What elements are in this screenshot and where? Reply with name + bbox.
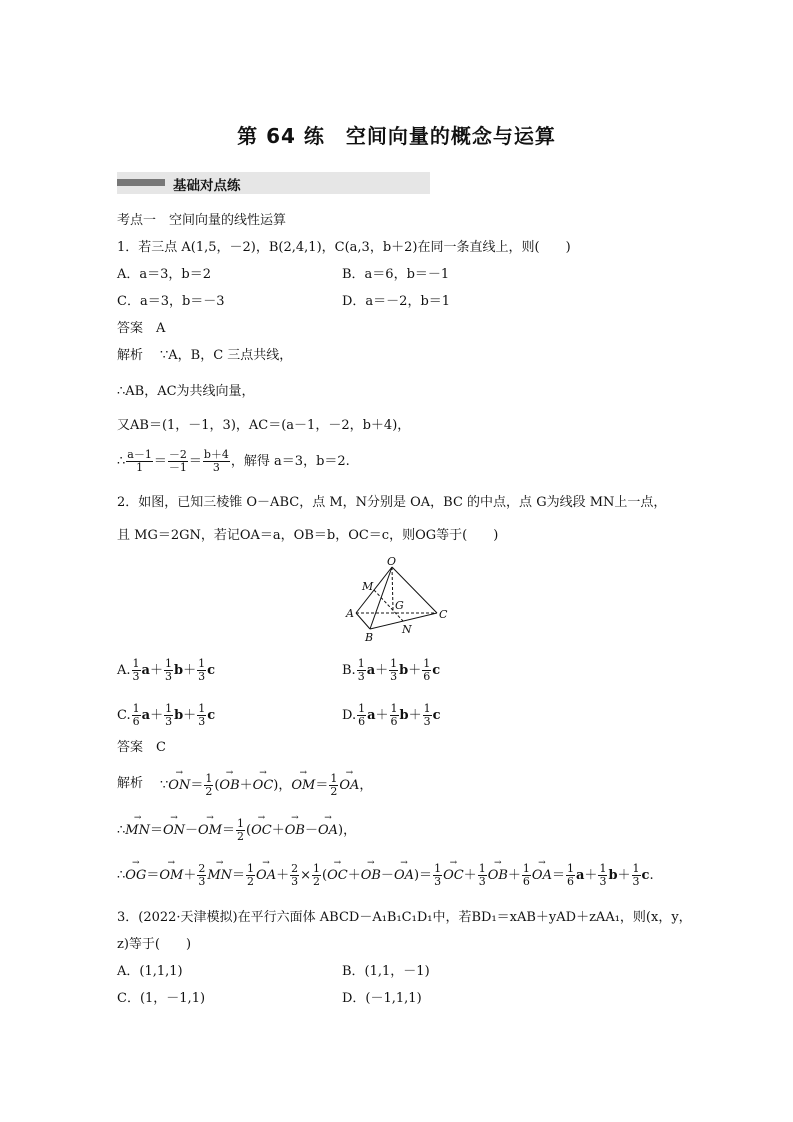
q2-answer: 答案 C <box>117 740 166 755</box>
q3-option-c: C．(1，－1,1) <box>117 991 206 1006</box>
q2-option-a: A. $\frac{1}{3}$ a＋ $\frac{1}{3}$ b＋ $\frac{1}{3}$ c <box>117 657 216 683</box>
q2-option-a-letter: A. <box>117 663 131 678</box>
label-m: M <box>362 580 374 593</box>
q2-option-c: C. $\frac{1}{6}$ a＋ $\frac{1}{3}$ b＋ $\frac{1}{3}$ c <box>117 702 216 728</box>
q3-option-a: A．(1,1,1) <box>117 964 183 979</box>
q2-option-d: D. $\frac{1}{6}$ a＋ $\frac{1}{6}$ b＋ $\frac{1}{3}$ c <box>342 702 441 728</box>
q2-analysis-line-3: ∴→ OG＝→ OM＋ $\frac{2}{3}$ → MN＝ $\frac{1}{2}$ → OA＋ $\frac{2}{3}$ × $\frac{1}{2}$ (→ OC＋→ OB－→ OA)＝ $\frac{1}{3}$ → OC＋ $\frac{1}{3}$ → OB＋ $\frac{1}{6}$ → OA＝ $\frac{1}{6}$ a＋ $\frac{1}{3}$ b＋ $\frac{1}{3}$ c. <box>117 863 654 888</box>
q1-option-b: B．a＝6，b＝－1 <box>342 267 450 282</box>
label-o: O <box>387 555 397 568</box>
q1-analysis-line-4: ，解得 a＝3，b＝2. <box>230 454 350 469</box>
q2-option-d-letter: D. <box>342 708 357 723</box>
q2-option-b-letter: B. <box>342 663 356 678</box>
q1-answer: 答案 A <box>117 321 166 336</box>
q1-analysis-line-3: 又AB＝(1，－1，3)，AC＝(a－1，－2，b＋4)， <box>117 418 411 433</box>
q1-ratio-equation: ∴ $\frac{a-1}{1}$ ＝ $\frac{-2}{-1}$ ＝ $\frac{b+4}{3}$ ，解得 a＝3，b＝2. <box>117 448 350 474</box>
q2-option-b: B. $\frac{1}{3}$ a＋ $\frac{1}{3}$ b＋ $\frac{1}{6}$ c <box>342 657 441 683</box>
q1-analysis-line-2: ∴AB，AC为共线向量， <box>117 384 255 399</box>
q3-option-b: B．(1,1，－1) <box>342 964 430 979</box>
section-header <box>117 172 430 194</box>
q2-analysis-label: 解析 <box>117 776 144 791</box>
q2-stem-line-1: 2．如图，已知三棱锥 O－ABC，点 M，N分别是 OA，BC 的中点，点 G为线段 MN上一点， <box>117 495 667 510</box>
label-a: A <box>346 607 354 620</box>
q2-analysis-line-2: ∴→ MN＝→ ON－→ OM＝ $\frac{1}{2}$ (→ OC＋→ OB－→ OA)， <box>117 818 356 843</box>
q3-stem-line-1: 3．(2022·天津模拟)在平行六面体 ABCD－A₁B₁C₁D₁中，若BD₁＝xAB＋yAD＋zAA₁，则(x，y， <box>117 910 692 925</box>
q2-option-c-letter: C. <box>117 708 131 723</box>
q3-stem-line-2: z)等于( ) <box>117 937 192 952</box>
q1-option-c: C．a＝3，b＝－3 <box>117 294 225 309</box>
segment-og <box>392 567 393 610</box>
q3-option-d: D．(－1,1,1) <box>342 991 422 1006</box>
q1-stem: 1．若三点 A(1,5，－2)，B(2,4,1)，C(a,3，b＋2)在同一条直线上，则( ) <box>117 240 571 255</box>
section-marker <box>117 179 165 186</box>
label-n: N <box>402 623 412 636</box>
q2-stem-line-2: 且 MG＝2GN，若记OA＝a，OB＝b，OC＝c，则OG等于( ) <box>117 528 499 543</box>
edge-ab <box>356 613 370 629</box>
q1-option-d: D．a＝－2，b＝1 <box>342 294 451 309</box>
label-b: B <box>365 631 374 644</box>
q1-analysis-line-1: ∵A，B，C 三点共线， <box>160 348 293 363</box>
q2-analysis-line-1: ∵→ ON＝ $\frac{1}{2}$ (→ OB＋→ OC)，→ OM＝ $\frac{1}{2}$ → OA， <box>160 773 372 798</box>
q1-option-a: A．a＝3，b＝2 <box>117 267 212 282</box>
section-label: 基础对点练 <box>173 178 241 194</box>
tetrahedron-figure <box>342 555 450 645</box>
label-g: G <box>395 599 404 612</box>
topic-heading: 考点一 空间向量的线性运算 <box>117 213 287 228</box>
page-title: 第 64 练 空间向量的概念与运算 <box>237 124 556 148</box>
q1-analysis-label: 解析 <box>117 348 144 363</box>
label-c: C <box>439 608 448 621</box>
